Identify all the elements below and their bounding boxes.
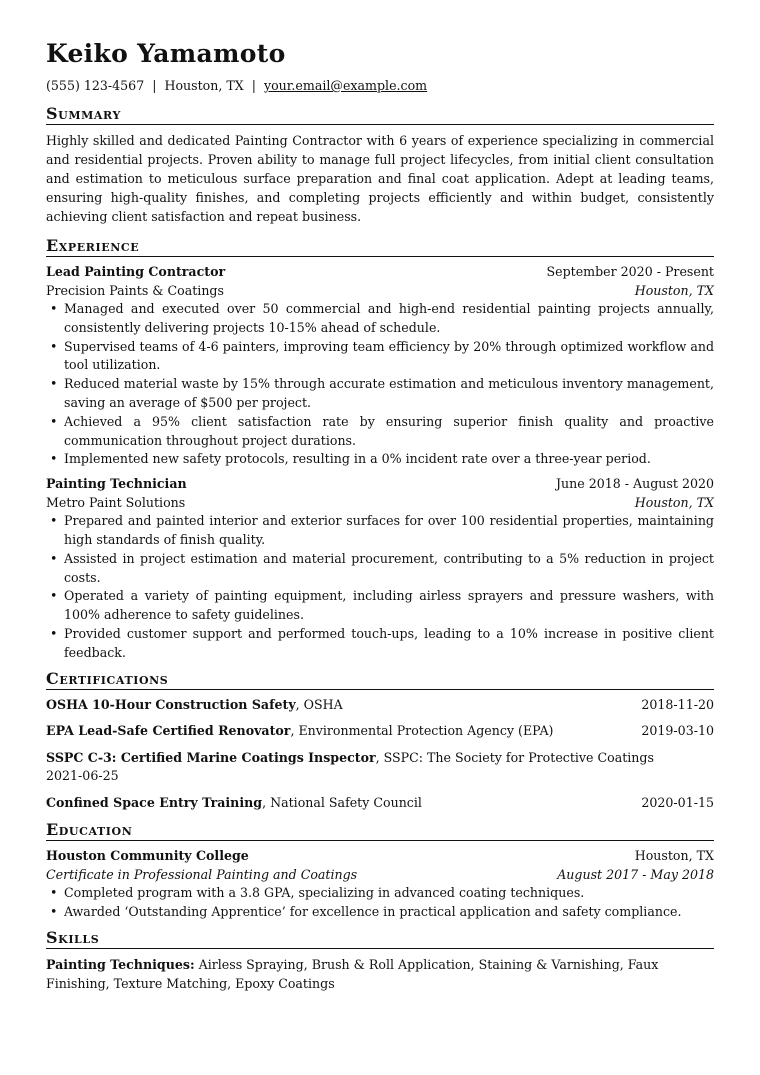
job-location: Houston, TX: [634, 282, 714, 298]
cert-issuer: , SSPC: The Society for Protective Coatings: [375, 749, 654, 765]
cert-name: OSHA 10-Hour Construction Safety: [46, 696, 296, 712]
school-location: Houston, TX: [634, 848, 714, 864]
job-role: Lead Painting Contractor: [46, 264, 226, 279]
phone: (555) 123-4567: [46, 78, 145, 93]
bullet-item: • Completed program with a 3.8 GPA, specializing in advanced coating techniques.: [46, 884, 714, 903]
cert-entry: [46, 696, 714, 715]
location: Houston, TX: [164, 78, 244, 93]
skills-list: Airless Spraying, Brush & Roll Application, Staining & Varnishing, Faux Finishing, Texture Matching, Epoxy Coatings: [46, 956, 659, 991]
contact-line: [46, 78, 714, 94]
section-title-skills: Skills: [46, 928, 714, 949]
bullet-item: • Provided customer support and performed touch-ups, leading to a 10% increase in positive client feedback.: [46, 625, 714, 663]
education-subheader: [46, 866, 714, 885]
section-title-experience: Experience: [46, 236, 714, 257]
candidate-name: Keiko Yamamoto: [46, 39, 286, 68]
job-entry: [46, 475, 714, 662]
summary-text: Highly skilled and dedicated Painting Contractor with 6 years of experience specializing in commercial and residential projects. Proven ability to manage full project lifecycles, from initial client consultation and estimation to meticulous surface preparation and final coat application. Adept at leading teams, ensuring high-quality finishes, and completing projects efficiently and within budget, consistently achieving client satisfaction and repeat business.: [46, 133, 714, 224]
section-title-education: Education: [46, 820, 714, 841]
bullet-item: • Reduced material waste by 15% through accurate estimation and meticulous inventory management, saving an average of $500 per project.: [46, 375, 714, 413]
section-title-certifications: Certifications: [46, 669, 714, 690]
job-dates: September 2020 - Present: [546, 264, 714, 279]
job-location: Houston, TX: [634, 494, 714, 510]
cert-date: 2019-03-10: [641, 723, 714, 739]
resume-page: [46, 40, 714, 993]
separator: |: [152, 78, 157, 93]
cert-date: 2021-06-25: [46, 768, 119, 784]
cert-entry: [46, 794, 714, 813]
bullet-item: • Supervised teams of 4-6 painters, improving team efficiency by 20% through optimized workflow and tool utilization.: [46, 338, 714, 376]
job-dates: June 2018 - August 2020: [556, 476, 714, 492]
job-bullets: [46, 512, 714, 662]
cert-date: 2018-11-20: [641, 696, 714, 712]
education-bullets: [46, 884, 714, 922]
school-name: Houston Community College: [46, 848, 249, 864]
job-company: Metro Paint Solutions: [46, 494, 186, 510]
cert-entry: [46, 722, 714, 741]
cert-date: 2020-01-15: [641, 794, 714, 810]
education-header: [46, 847, 714, 866]
bullet-item: • Managed and executed over 50 commercial and high-end residential painting projects annually, consistently delivering projects 10-15% ahead of schedule.: [46, 300, 714, 338]
job-entry: [46, 263, 714, 469]
skills-entry: [46, 955, 714, 993]
bullet-item: • Implemented new safety protocols, resulting in a 0% incident rate over a three-year period.: [46, 450, 714, 469]
job-subheader: [46, 494, 714, 513]
cert-name: Confined Space Entry Training: [46, 794, 263, 810]
bullet-item: • Assisted in project estimation and material procurement, contributing to a 5% reduction in project costs.: [46, 550, 714, 588]
skills-category: Painting Techniques:: [46, 956, 195, 972]
bullet-item: • Prepared and painted interior and exterior surfaces for over 100 residential properties, maintaining high standards of finish quality.: [46, 512, 714, 550]
education-entry: [46, 847, 714, 922]
cert-name: SSPC C-3: Certified Marine Coatings Inspector: [46, 749, 376, 765]
job-header: [46, 475, 714, 494]
bullet-item: • Awarded ‘Outstanding Apprentice’ for excellence in practical application and safety compliance.: [46, 903, 714, 922]
job-header: [46, 263, 714, 282]
job-company: Precision Paints & Coatings: [46, 282, 224, 298]
cert-issuer: , Environmental Protection Agency (EPA): [290, 723, 554, 739]
section-title-summary: Summary: [46, 104, 714, 125]
separator: |: [251, 78, 256, 93]
job-role: Painting Technician: [46, 476, 187, 492]
cert-issuer: , National Safety Council: [262, 794, 422, 810]
job-bullets: [46, 300, 714, 469]
bullet-item: • Operated a variety of painting equipment, including airless sprayers and pressure washers, with 100% adherence to safety guidelines.: [46, 587, 714, 625]
bullet-item: • Achieved a 95% client satisfaction rate by ensuring superior finish quality and proactive communication throughout project durations.: [46, 413, 714, 451]
job-subheader: [46, 282, 714, 301]
cert-name: EPA Lead-Safe Certified Renovator: [46, 723, 291, 739]
program-name: Certificate in Professional Painting and Coatings: [46, 866, 358, 882]
email-link[interactable]: your.email@example.com: [263, 78, 428, 93]
cert-issuer: , OSHA: [295, 696, 343, 712]
education-dates: August 2017 - May 2018: [557, 866, 714, 882]
cert-entry: [46, 749, 714, 786]
